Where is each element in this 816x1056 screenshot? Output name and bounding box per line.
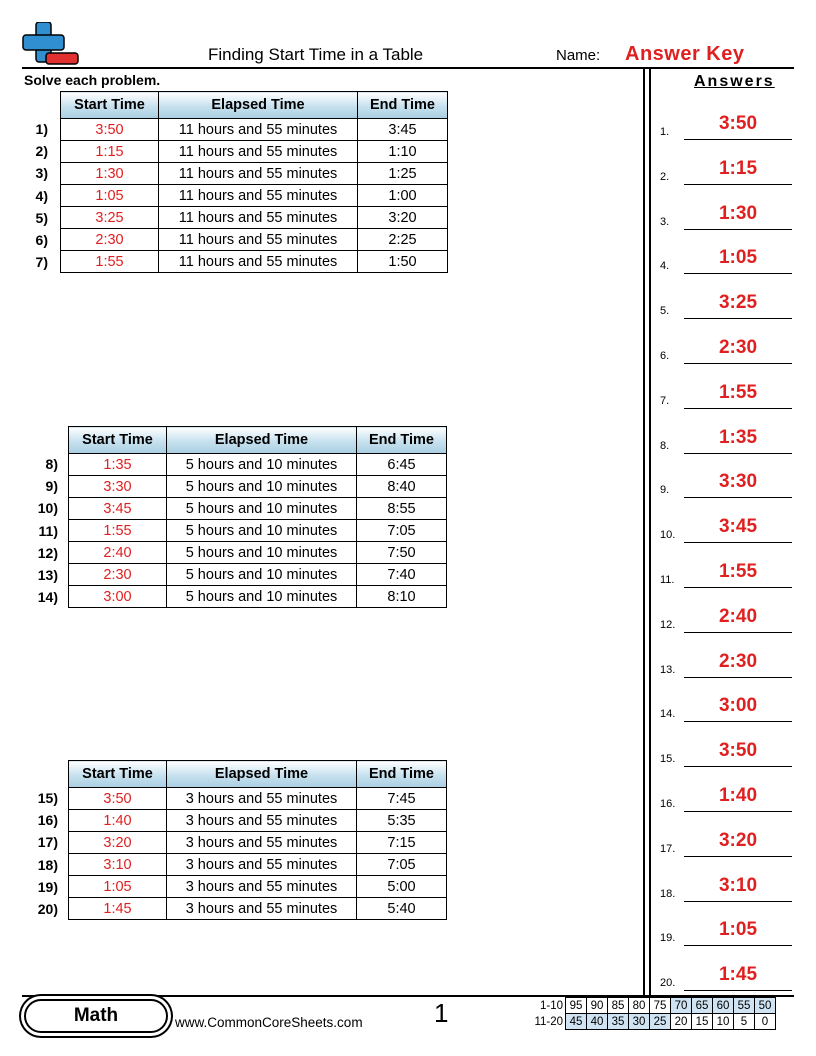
problem-numbers: [24, 787, 58, 920]
answer-line: [684, 811, 792, 812]
start-time-cell: 2:40: [69, 542, 167, 564]
table-row: [61, 163, 448, 185]
answer-value: 1:15: [718, 157, 758, 179]
header-rule: [22, 67, 794, 69]
answer-line: [684, 856, 792, 857]
elapsed-time-cell: 11 hours and 55 minutes: [159, 119, 358, 141]
problem-number: 3): [35, 165, 48, 182]
column-header: Start Time: [69, 427, 167, 454]
answer-line: [684, 453, 792, 454]
score-table: [529, 997, 776, 1030]
end-time-cell: 8:40: [357, 476, 447, 498]
problem-table: [68, 426, 447, 608]
start-time-cell: 3:20: [69, 832, 167, 854]
answer-line: [684, 139, 792, 140]
score-cell: 50: [755, 998, 776, 1014]
end-time-cell: 1:10: [358, 141, 448, 163]
score-cell: 45: [566, 1014, 587, 1030]
answer-item: [660, 786, 792, 812]
answer-line: [684, 901, 792, 902]
answer-number: 4.: [660, 260, 670, 273]
answer-number: 17.: [660, 842, 676, 855]
answer-item: [660, 920, 792, 946]
column-divider: [649, 68, 651, 995]
column-divider: [643, 68, 645, 995]
start-time-cell: 2:30: [69, 564, 167, 586]
column-header: End Time: [357, 761, 447, 788]
answer-item: [660, 607, 792, 633]
answer-value: 3:45: [718, 516, 758, 538]
answer-number: 3.: [660, 215, 670, 228]
answer-number: 1.: [660, 126, 670, 138]
end-time-cell: 7:40: [357, 564, 447, 586]
answer-number: 9.: [660, 484, 670, 497]
answer-line: [684, 587, 792, 588]
problem-number: 12): [37, 544, 58, 561]
start-time-cell: 1:55: [61, 251, 159, 273]
score-row: [529, 1014, 776, 1030]
answer-number: 13.: [660, 663, 676, 676]
answer-value: 1:05: [718, 247, 758, 269]
answer-number: 8.: [660, 439, 670, 452]
answer-item: [660, 204, 792, 230]
answer-number: 14.: [660, 708, 676, 721]
score-cell: 70: [671, 998, 692, 1014]
answer-number: 16.: [660, 798, 676, 810]
answer-number: 18.: [660, 887, 676, 900]
problem-number: 20): [37, 900, 58, 917]
score-cell: 85: [608, 998, 629, 1014]
table-row: [61, 141, 448, 163]
page-number: 1: [434, 998, 449, 1028]
column-header: Elapsed Time: [167, 427, 357, 454]
start-time-cell: 1:55: [69, 520, 167, 542]
table-row: [61, 119, 448, 141]
score-cell: 0: [755, 1014, 776, 1030]
start-time-cell: 1:30: [61, 163, 159, 185]
answer-value: 3:00: [718, 695, 758, 717]
elapsed-time-cell: 3 hours and 55 minutes: [167, 854, 357, 876]
column-header: Elapsed Time: [159, 92, 358, 119]
end-time-cell: 3:20: [358, 207, 448, 229]
start-time-cell: 3:10: [69, 854, 167, 876]
answer-item: [660, 741, 792, 767]
subject-badge: Math: [24, 999, 168, 1033]
answer-item: [660, 831, 792, 857]
score-cell: 95: [566, 998, 587, 1014]
elapsed-time-cell: 11 hours and 55 minutes: [159, 163, 358, 185]
problem-number: 4): [35, 187, 48, 204]
answer-line: [684, 632, 792, 633]
answer-value: 2:30: [718, 650, 758, 672]
table-row: [61, 229, 448, 251]
answer-value: 3:30: [718, 471, 758, 493]
elapsed-time-cell: 11 hours and 55 minutes: [159, 229, 358, 251]
score-cell: 55: [734, 998, 755, 1014]
column-header: Start Time: [61, 92, 159, 119]
start-time-cell: 3:30: [69, 476, 167, 498]
problem-number: 1): [35, 121, 48, 137]
elapsed-time-cell: 5 hours and 10 minutes: [167, 564, 357, 586]
answer-item: [660, 338, 792, 364]
problem-number: 6): [35, 231, 48, 248]
score-range-label: 1-10: [539, 999, 563, 1012]
answer-number: 7.: [660, 394, 670, 407]
plus-minus-logo-icon: [22, 22, 80, 68]
answer-line: [684, 363, 792, 364]
table-row: [69, 876, 447, 898]
answer-value: 2:40: [718, 605, 758, 627]
elapsed-time-cell: 5 hours and 10 minutes: [167, 454, 357, 476]
problem-number: 9): [45, 478, 58, 495]
end-time-cell: 7:15: [357, 832, 447, 854]
score-cell: 25: [650, 1014, 671, 1030]
table-row: [61, 251, 448, 273]
answer-number: 12.: [660, 618, 676, 631]
answer-item: [660, 696, 792, 722]
table-row: [69, 454, 447, 476]
answer-number: 5.: [660, 305, 670, 318]
score-cell: 40: [587, 1014, 608, 1030]
answer-item: [660, 159, 792, 185]
answer-item: [660, 562, 792, 588]
answer-value: 1:35: [718, 426, 758, 448]
table-row: [69, 810, 447, 832]
end-time-cell: 5:40: [357, 898, 447, 920]
answer-value: 1:05: [718, 919, 758, 941]
problem-number: 14): [37, 589, 58, 606]
answer-item: [660, 876, 792, 902]
score-cell: 65: [692, 998, 713, 1014]
end-time-cell: 1:00: [358, 185, 448, 207]
start-time-cell: 1:05: [61, 185, 159, 207]
table-row: [61, 185, 448, 207]
problem-number: 2): [35, 143, 48, 160]
answer-line: [684, 990, 792, 991]
answer-item: [660, 965, 792, 991]
end-time-cell: 6:45: [357, 454, 447, 476]
website-text: www.CommonCoreSheets.com: [175, 1015, 363, 1030]
problem-table: [60, 91, 448, 273]
end-time-cell: 7:50: [357, 542, 447, 564]
table-row: [69, 788, 447, 810]
end-time-cell: 5:35: [357, 810, 447, 832]
answer-number: 10.: [660, 529, 676, 542]
answer-number: 6.: [660, 350, 670, 362]
answer-value: 3:25: [718, 292, 758, 314]
problem-number: 15): [37, 790, 58, 806]
start-time-cell: 1:45: [69, 898, 167, 920]
elapsed-time-cell: 5 hours and 10 minutes: [167, 498, 357, 520]
problem-number: 8): [45, 456, 58, 472]
start-time-cell: 3:50: [69, 788, 167, 810]
score-cell: 60: [713, 998, 734, 1014]
answer-key-label: Answer Key: [625, 43, 745, 65]
table-row: [69, 520, 447, 542]
name-label: Name:: [556, 47, 601, 64]
answer-line: [684, 273, 792, 274]
answer-item: [660, 472, 792, 498]
answer-line: [684, 542, 792, 543]
table-row: [61, 207, 448, 229]
start-time-cell: 1:40: [69, 810, 167, 832]
answer-line: [684, 184, 792, 185]
answer-value: 1:30: [718, 202, 758, 224]
column-header: End Time: [358, 92, 448, 119]
table-row: [69, 832, 447, 854]
answer-value: 1:45: [718, 964, 758, 986]
column-header: Elapsed Time: [167, 761, 357, 788]
answer-number: 15.: [660, 753, 676, 766]
problem-number: 7): [35, 254, 48, 271]
start-time-cell: 2:30: [61, 229, 159, 251]
answer-item: [660, 383, 792, 409]
answer-value: 2:30: [718, 337, 758, 358]
answer-item: [660, 114, 792, 140]
start-time-cell: 3:00: [69, 586, 167, 608]
score-cell: 20: [671, 1014, 692, 1030]
start-time-cell: 3:50: [61, 119, 159, 141]
start-time-cell: 3:45: [69, 498, 167, 520]
end-time-cell: 7:05: [357, 520, 447, 542]
answer-number: 19.: [660, 932, 676, 945]
answer-line: [684, 766, 792, 767]
elapsed-time-cell: 11 hours and 55 minutes: [159, 207, 358, 229]
problem-number: 16): [37, 812, 58, 829]
elapsed-time-cell: 3 hours and 55 minutes: [167, 810, 357, 832]
start-time-cell: 1:35: [69, 454, 167, 476]
problem-number: 18): [37, 856, 58, 873]
score-cell: 30: [629, 1014, 650, 1030]
table-row: [69, 476, 447, 498]
elapsed-time-cell: 3 hours and 55 minutes: [167, 788, 357, 810]
end-time-cell: 7:05: [357, 854, 447, 876]
answer-item: [660, 652, 792, 678]
problem-number: 13): [37, 566, 58, 583]
answer-line: [684, 318, 792, 319]
answer-number: 2.: [660, 170, 670, 183]
answer-item: [660, 248, 792, 274]
score-cell: 35: [608, 1014, 629, 1030]
elapsed-time-cell: 3 hours and 55 minutes: [167, 876, 357, 898]
elapsed-time-cell: 3 hours and 55 minutes: [167, 898, 357, 920]
column-header: End Time: [357, 427, 447, 454]
answer-value: 1:55: [718, 381, 758, 403]
answer-value: 3:20: [718, 829, 758, 851]
worksheet-title: Finding Start Time in a Table: [208, 45, 424, 64]
problem-number: 11): [38, 522, 58, 539]
answer-line: [684, 677, 792, 678]
elapsed-time-cell: 11 hours and 55 minutes: [159, 141, 358, 163]
end-time-cell: 8:55: [357, 498, 447, 520]
end-time-cell: 1:50: [358, 251, 448, 273]
instructions: Solve each problem.: [24, 72, 161, 88]
table-row: [69, 498, 447, 520]
score-range-label: 11-20: [534, 1015, 563, 1028]
score-row: [529, 998, 776, 1014]
answer-value: 3:50: [718, 740, 758, 762]
answer-item: [660, 428, 792, 454]
answer-line: [684, 229, 792, 230]
end-time-cell: 2:25: [358, 229, 448, 251]
problem-numbers: [14, 118, 48, 273]
answer-line: [684, 945, 792, 946]
end-time-cell: 3:45: [358, 119, 448, 141]
score-cell: 80: [629, 998, 650, 1014]
problem-numbers: [24, 453, 58, 608]
start-time-cell: 1:15: [61, 141, 159, 163]
answer-number: 20.: [660, 977, 676, 990]
elapsed-time-cell: 11 hours and 55 minutes: [159, 251, 358, 273]
answer-line: [684, 721, 792, 722]
end-time-cell: 5:00: [357, 876, 447, 898]
elapsed-time-cell: 5 hours and 10 minutes: [167, 476, 357, 498]
start-time-cell: 1:05: [69, 876, 167, 898]
answer-value: 3:10: [718, 874, 758, 896]
elapsed-time-cell: 11 hours and 55 minutes: [159, 185, 358, 207]
answer-value: 1:55: [718, 561, 758, 582]
end-time-cell: 7:45: [357, 788, 447, 810]
score-cell: 10: [713, 1014, 734, 1030]
table-row: [69, 586, 447, 608]
answer-line: [684, 408, 792, 409]
problem-number: 5): [35, 209, 48, 226]
problem-number: 10): [37, 500, 58, 517]
end-time-cell: 8:10: [357, 586, 447, 608]
elapsed-time-cell: 5 hours and 10 minutes: [167, 586, 357, 608]
answer-value: 1:40: [718, 785, 758, 806]
elapsed-time-cell: 5 hours and 10 minutes: [167, 542, 357, 564]
elapsed-time-cell: 3 hours and 55 minutes: [167, 832, 357, 854]
answer-item: [660, 517, 792, 543]
start-time-cell: 3:25: [61, 207, 159, 229]
problem-number: 17): [37, 834, 58, 851]
table-row: [69, 564, 447, 586]
end-time-cell: 1:25: [358, 163, 448, 185]
score-cell: 90: [587, 998, 608, 1014]
column-header: Start Time: [69, 761, 167, 788]
problem-number: 19): [37, 878, 58, 895]
table-row: [69, 898, 447, 920]
answer-value: 3:50: [718, 113, 758, 134]
score-cell: 5: [734, 1014, 755, 1030]
answers-heading: Answers: [694, 73, 775, 90]
problem-table: [68, 760, 447, 920]
score-cell: 15: [692, 1014, 713, 1030]
answer-number: 11.: [660, 574, 675, 586]
answer-item: [660, 293, 792, 319]
table-row: [69, 854, 447, 876]
answer-line: [684, 497, 792, 498]
table-row: [69, 542, 447, 564]
score-cell: 75: [650, 998, 671, 1014]
elapsed-time-cell: 5 hours and 10 minutes: [167, 520, 357, 542]
